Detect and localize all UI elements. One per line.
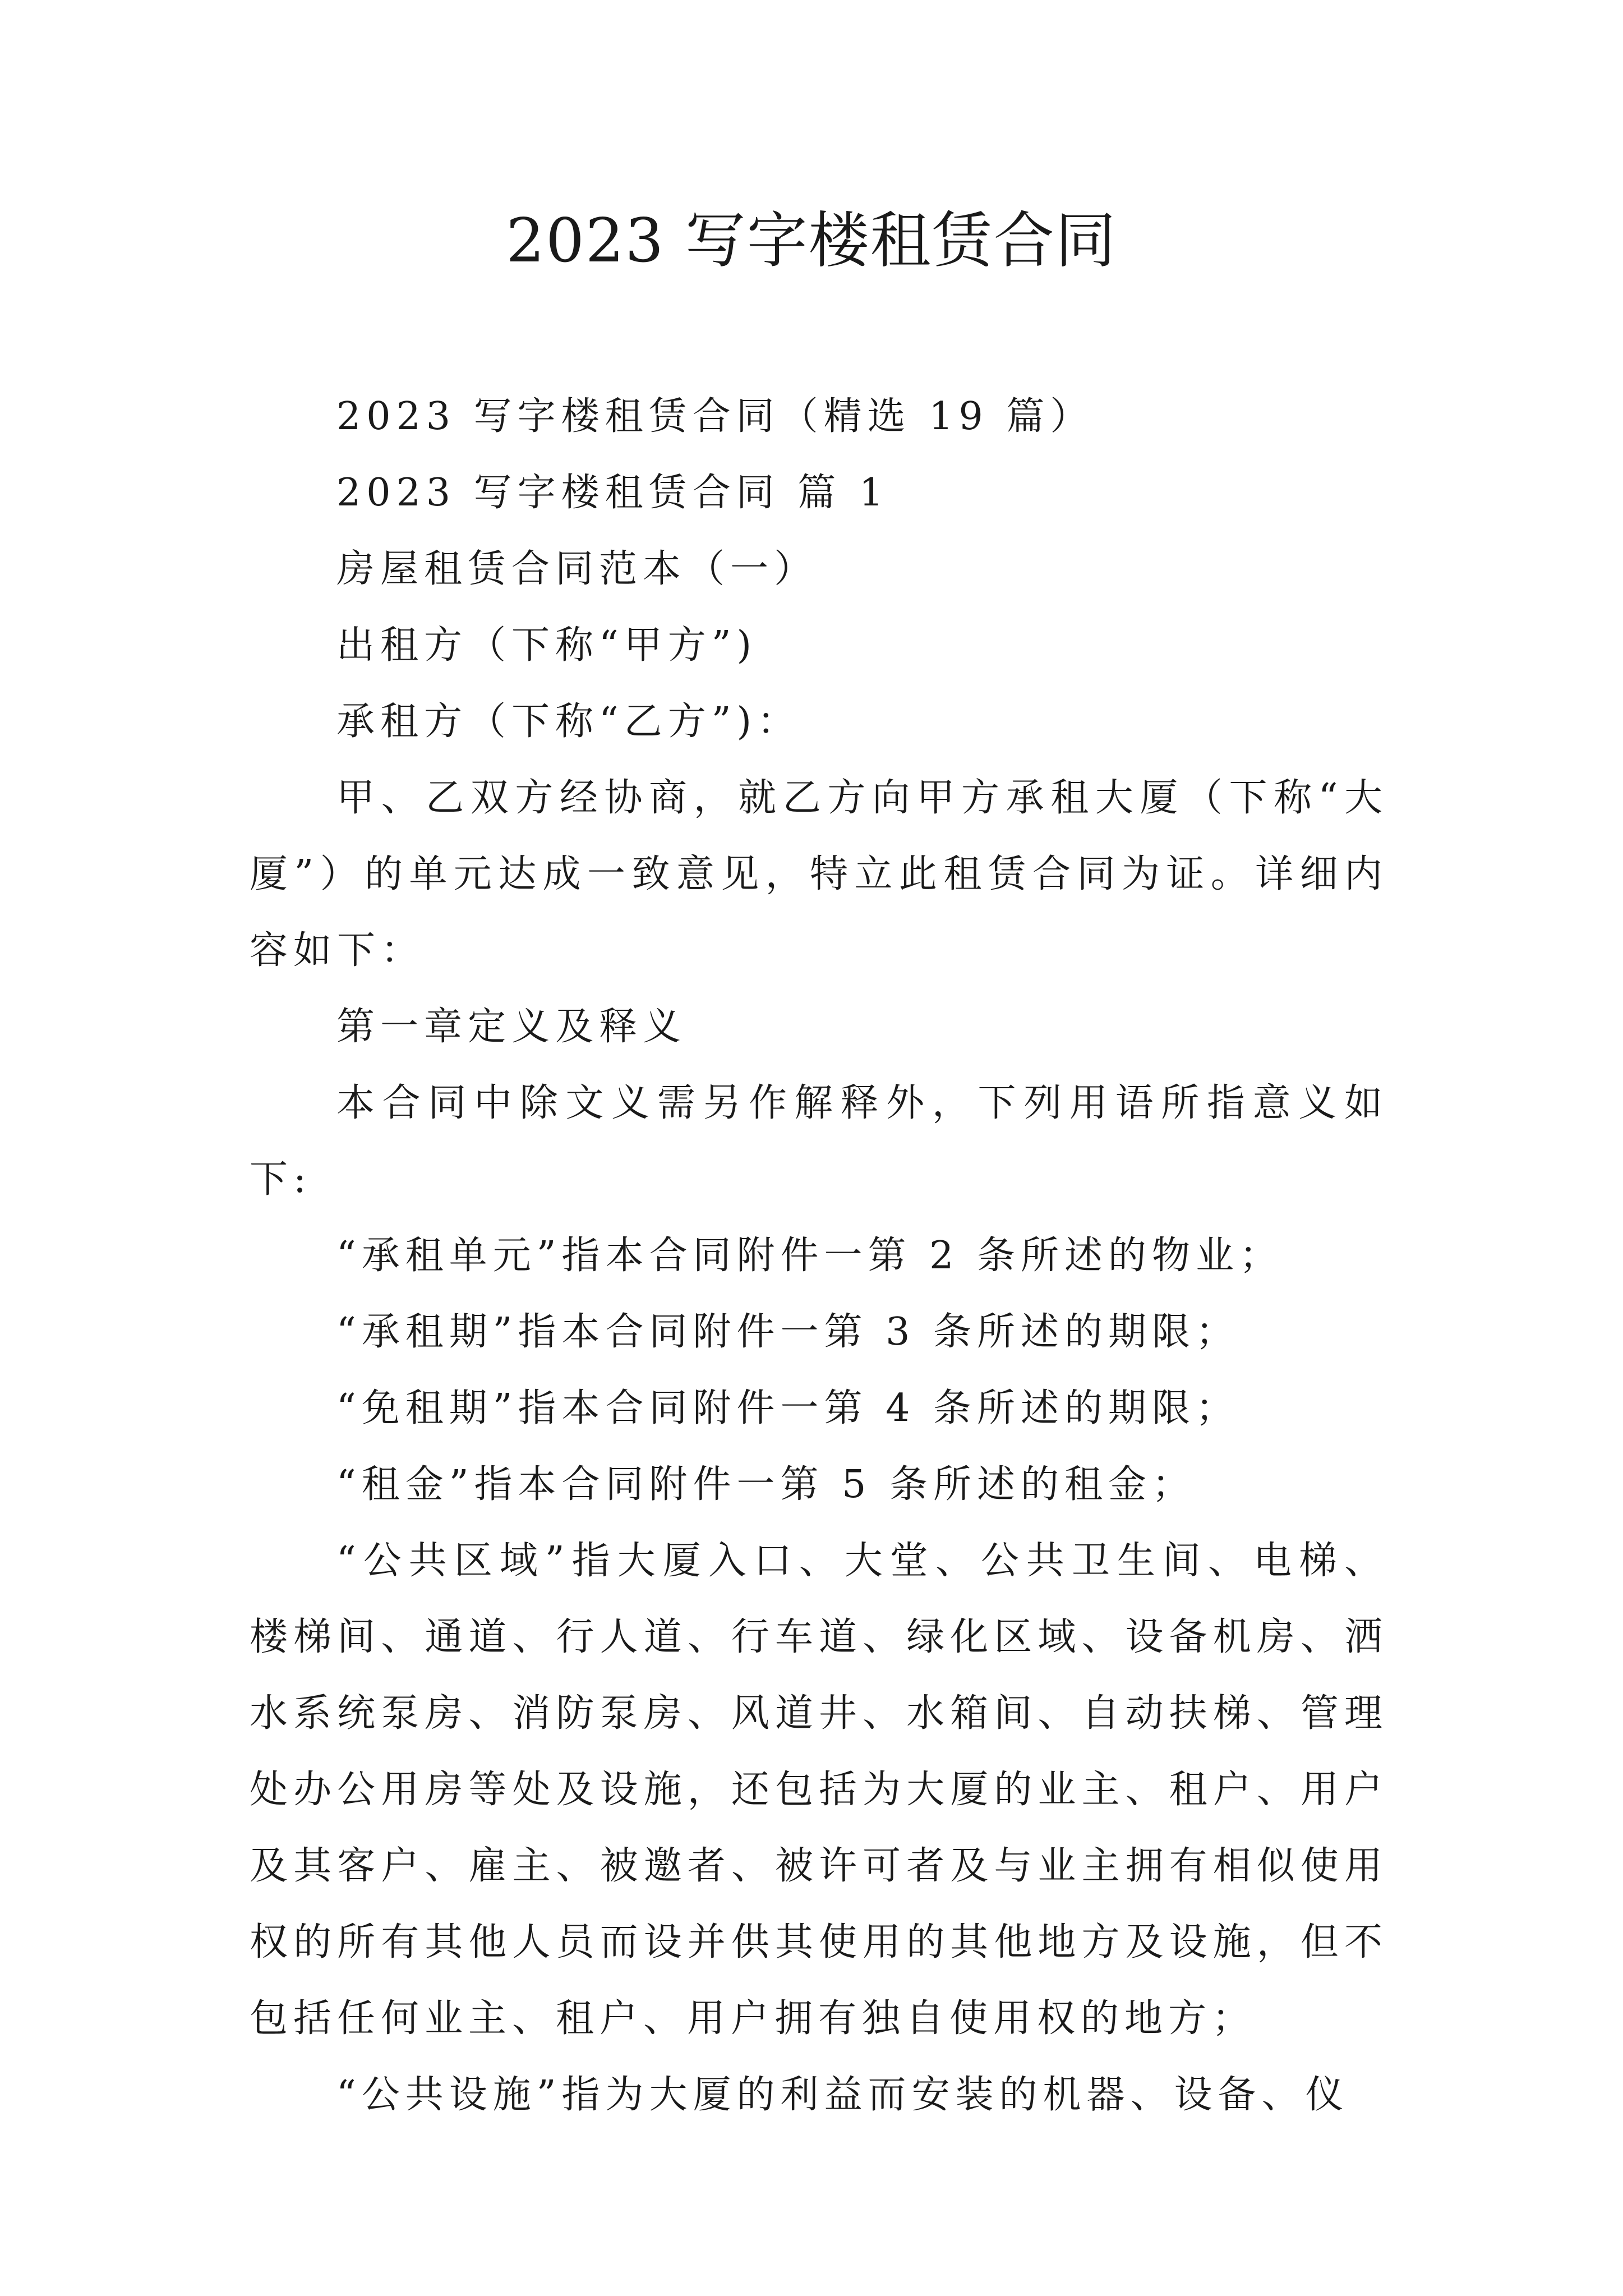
paragraph-definition-unit: “承租单元”指本合同附件一第 2 条所述的物业； xyxy=(336,1234,1284,1278)
document-title: 2023 写字楼租赁合同 xyxy=(506,206,1117,276)
document-body xyxy=(250,379,1388,2133)
paragraph-lessee: 承租方（下称“乙方”)： xyxy=(336,700,801,744)
paragraph-lessor: 出租方（下称“甲方”) xyxy=(336,623,758,668)
paragraph-definition-rent-free: “免租期”指本合同附件一第 4 条所述的期限； xyxy=(336,1386,1240,1430)
paragraph-definition-public-facilities: “公共设施”指为大厦的利益而安装的机器、设备、仪 xyxy=(336,2073,1349,2117)
paragraph-preamble: 甲、乙双方经协商，就乙方向甲方承租大厦（下称“大厦”）的单元达成一致意见，特立此租赁合同为证。详细内容如下： xyxy=(250,776,1388,973)
paragraph-definitions-intro: 本合同中除文义需另作解释外，下列用语所指意义如下: xyxy=(250,1081,1388,1202)
paragraph-definition-public-area: “公共区域”指大厦入口、大堂、公共卫生间、电梯、楼梯间、通道、行人道、行车道、绿化区域、设备机房、洒水系统泵房、消防泵房、风道井、水箱间、自动扶梯、管理处办公用房等处及设施，还包括为大厦的业主、租户、用户及其客户、雇主、被邀者、被许可者及与业主拥有相似使用权的所有其他人员而设并供其使用的其他地方及设施，但不包括任何业主、租户、用户拥有独自使用权的地方； xyxy=(250,1539,1388,2041)
paragraph-definition-term: “承租期”指本合同附件一第 3 条所述的期限； xyxy=(336,1310,1240,1354)
paragraph-subtitle: 2023 写字楼租赁合同（精选 19 篇） xyxy=(336,394,1094,439)
paragraph-chapter-heading: 第一章定义及释义 xyxy=(336,1005,687,1049)
paragraph-section-heading: 2023 写字楼租赁合同 篇 1 xyxy=(336,471,889,515)
paragraph-definition-rent: “租金”指本合同附件一第 5 条所述的租金； xyxy=(336,1462,1196,1507)
paragraph-template-heading: 房屋租赁合同范本（一） xyxy=(336,547,818,591)
